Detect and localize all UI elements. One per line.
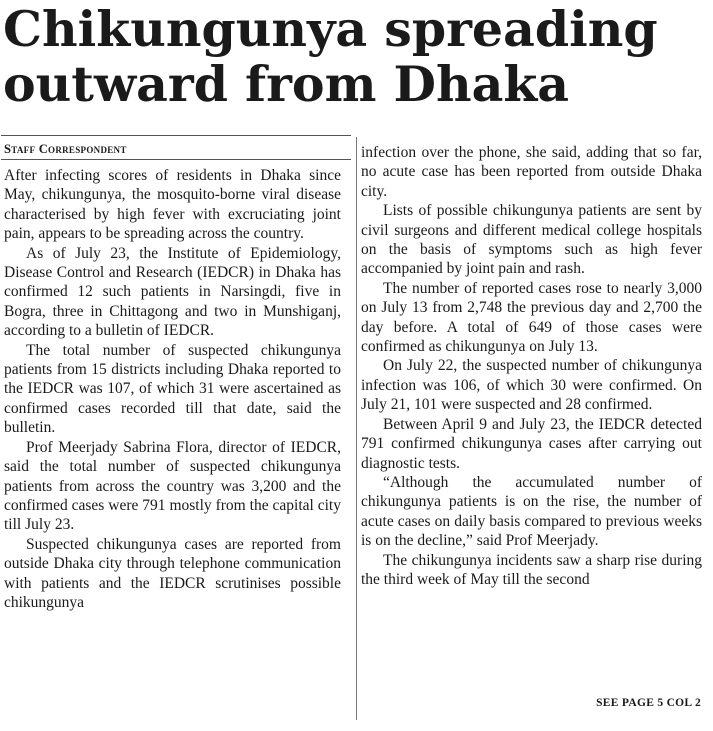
headline-line-1: Chikungunya spreading (3, 0, 658, 58)
headline-line-2: outward from Dhaka (3, 55, 570, 113)
column-2 (361, 143, 702, 589)
paragraph: The total number of suspected chikungunya patients from 15 districts including Dhaka reported to the IEDCR was 107, of which 31 were ascertained as confirmed cases recorded till that date, said the bulletin. (4, 341, 341, 437)
continuation-note: SEE PAGE 5 COL 2 (596, 697, 701, 709)
paragraph: infection over the phone, she said, adding that so far, no acute case has been reported from outside Dhaka city. (361, 144, 702, 200)
paragraph: Lists of possible chikungunya patients are sent by civil surgeons and different medical college hospitals on the basis of symptoms such as high fever accompanied by joint pain and rash. (361, 202, 702, 278)
byline-underline (1, 159, 351, 160)
headline (3, 2, 703, 112)
column-divider (356, 137, 357, 720)
paragraph: On July 22, the suspected number of chikungunya infection was 106, of which 30 were confirmed. On July 21, 101 were suspected and 28 confirmed. (361, 357, 702, 414)
paragraph: The number of reported cases rose to nearly 3,000 on July 13 from 2,748 the previous day and 2,700 the day before. A total of 649 of those cases were confirmed as chikungunya on July 13. (361, 279, 702, 356)
paragraph: Prof Meerjady Sabrina Flora, director of IEDCR, said the total number of suspected chikungunya patients from across the country was 3,200 and the confirmed cases were 791 mostly from the capital city till July 23. (4, 438, 341, 534)
paragraph: After infecting scores of residents in Dhaka since May, chikungunya, the mosquito-borne viral disease characterised by high fever with excruciating joint pain, appears to be spreading across the country. (4, 167, 341, 243)
paragraph: Between April 9 and July 23, the IEDCR detected 791 confirmed chikungunya cases after carrying out diagnostic tests. (361, 415, 702, 472)
byline-rule (1, 135, 351, 136)
paragraph: “Although the accumulated number of chikungunya patients is on the rise, the number of acute cases on daily basis compared to previous weeks is on the decline,” said Prof Meerjady. (361, 473, 702, 550)
column-1 (4, 140, 341, 612)
paragraph: The chikungunya incidents saw a sharp rise during the third week of May till the second (361, 551, 702, 588)
byline-text: Staff Correspondent (4, 142, 127, 156)
paragraph: As of July 23, the Institute of Epidemiology, Disease Control and Research (IEDCR) in Dhaka has confirmed 12 such patients in Narsingdi, five in Bogra, three in Chittagong and two in Munshiganj, according to a bulletin of IEDCR. (4, 244, 341, 340)
paragraph: Suspected chikungunya cases are reported from outside Dhaka city through telephone communication with patients and the IEDCR scrutinises possible chikungunya (4, 535, 341, 611)
byline (4, 140, 341, 158)
